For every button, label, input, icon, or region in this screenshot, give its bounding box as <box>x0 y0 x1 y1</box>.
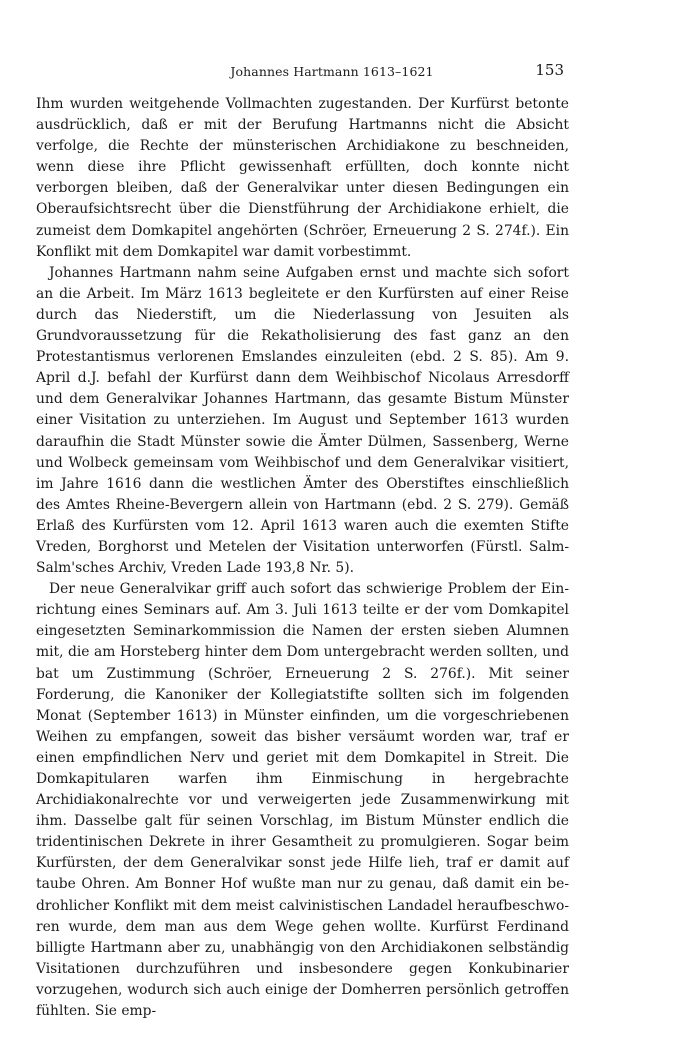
page-header <box>92 61 572 84</box>
paragraph: Johannes Hartmann nahm seine Aufgaben ernst und machte sich sofort an die Arbeit. Im März 1613 begleitete er den Kurfürsten auf einer Reise durch das Niederstift, um die Niederlassung von Jesuiten als Grundvoraussetzung für die Rekatholisierung des fast ganz an den Protestantismus verlorenen Emslandes einzuleiten (ebd. 2 S. 85). Am 9. April d.J. befahl der Kurfürst dann dem Weihbischof Nicolaus Arresdorff und dem Generalvikar Johannes Hartmann, das gesamte Bistum Münster einer Visitation zu unterziehen. Im August und September 1613 wurden daraufhin die Stadt Münster sowie die Ämter Dülmen, Sassenberg, Werne und Wolbeck gemeinsam vom Weihbischof und dem Generalvikar visitiert, im Jahre 1616 dann die westlichen Ämter des Oberstiftes einschließlich des Amtes Rheine-Bevergern allein von Hartmann (ebd. 2 S. 279). Gemäß Erlaß des Kurfürsten vom 12. April 1613 waren auch die exemten Stifte Vreden, Borghorst und Metelen der Visitation unterworfen (Fürstl. Salm-Salm'sches Archiv, Vreden Lade 193,8 Nr. 5). <box>36 264 569 577</box>
paragraph: Der neue Generalvikar griff auch sofort das schwierige Problem der Einrichtung eines Seminars auf. Am 3. Juli 1613 teilte er der vom Domkapitel eingesetzten Seminarkommission die Namen der ersten sieben Alumnen mit, die am Horsteberg hinter dem Dom untergebracht werden sollten, und bat um Zustimmung (Schröer, Erneuerung 2 S. 276f.). Mit seiner Forderung, die Kanoniker der Kollegiatstifte sollten sich im folgenden Monat (September 1613) in Münster einfinden, um die vorgeschriebenen Weihen zu empfangen, soweit das bisher versäumt worden war, traf er einen empfindlichen Nerv und geriet mit dem Domkapitel in Streit. Die Domkapitularen warfen ihm Einmischung in hergebrachte Archidiakonalrechte vor und verweigerten jede Zusammenwirkung mit ihm. Dasselbe galt für seinen Vorschlag, im Bistum Münster endlich die tridentinischen Dekrete in ihrer Gesamtheit zu promulgieren. Sogar beim Kurfürsten, der dem Generalvikar sonst jede Hilfe lieh, traf er damit auf taube Ohren. Am Bonner Hof wußte man nur zu genau, daß damit ein bedrohlicher Konflikt mit dem meist calvinistischen Landadel heraufbeschworen wurde, dem man aus dem Wege gehen wollte. Kurfürst Ferdinand billigte Hartmann aber zu, unabhängig von den Archidiakonen selbständig Visitationen durchzuführen und insbesondere gegen Konkubinarier vorzugehen, wodurch sich auch einige der Domherren persönlich getroffen fühlten. Sie emp- <box>36 581 569 1020</box>
paragraph: Ihm wurden weitgehende Vollmachten zugestanden. Der Kurfürst betonte ausdrücklich, daß er mit der Berufung Hartmanns nicht die Absicht verfolge, die Rechte der münsterischen Archidiakone zu beschneiden, wenn diese ihre Pflicht gewissenhaft erfüllten, doch konnte nicht verborgen bleiben, daß der Generalvikar unter diesen Bedingungen ein Oberaufsichtsrecht über die Dienstführung der Archidiakone erhielt, die zumeist dem Domkapitel angehörten (Schröer, Erneuerung 2 S. 274f.). Ein Konflikt mit dem Domkapitel war damit vorbestimmt. <box>36 96 569 260</box>
body-text <box>36 94 569 1022</box>
running-title: Johannes Hartmann 1613–1621 <box>230 64 434 79</box>
page-number: 153 <box>535 61 564 79</box>
